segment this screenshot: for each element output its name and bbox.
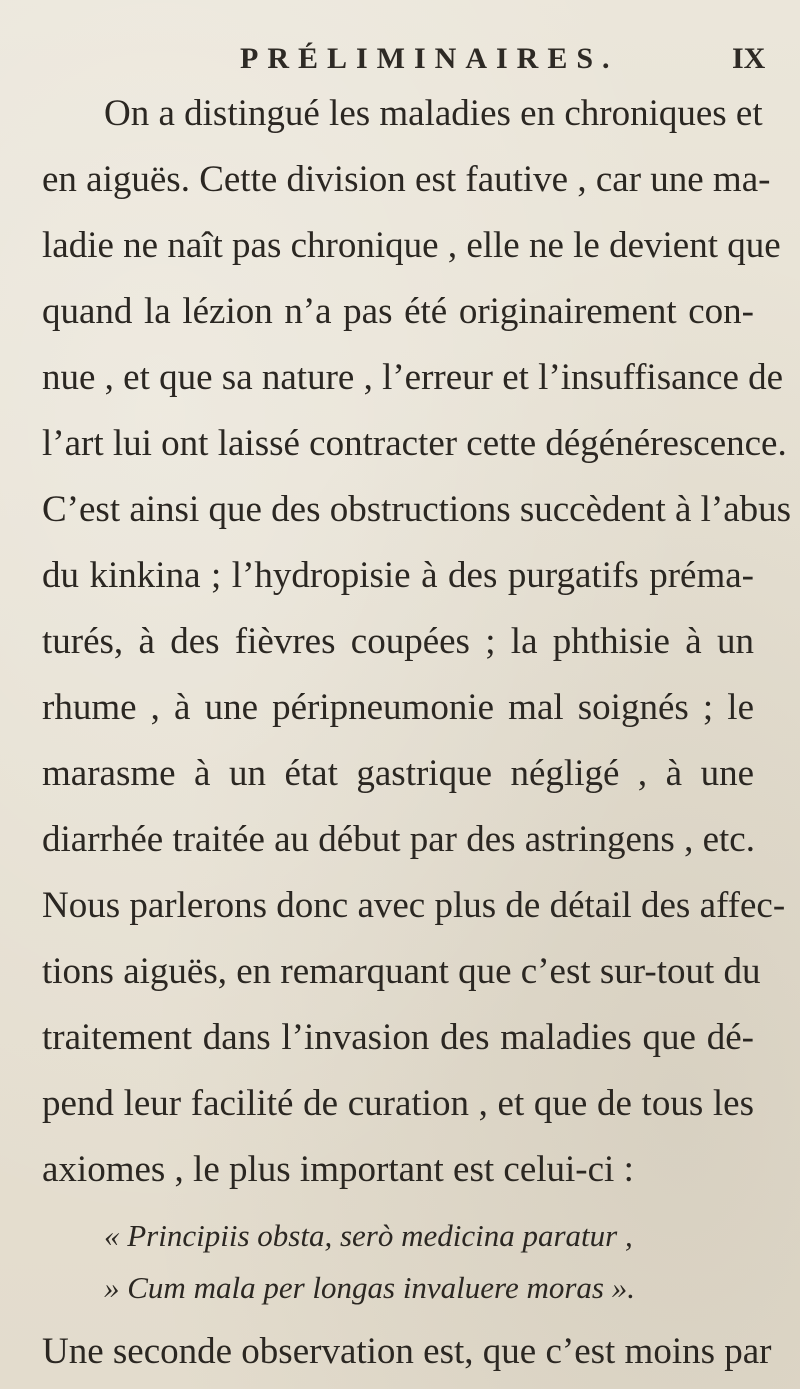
text-line: traitement dans l’invasion des maladies que dé- [42,1017,754,1058]
text-line: en aiguës. Cette division est fautive , car une ma- [42,159,771,200]
text-line: diarrhée traitée au début par des astringens , etc. [42,819,755,860]
quote-text: » Cum mala per longas invaluere moras ». [104,1270,635,1305]
quote-line [104,1270,635,1306]
text-line: Une seconde observation est, que c’est moins par [42,1331,772,1372]
text-line: pend leur facilité de curation , et que de tous les [42,1083,754,1124]
quote-text: « Principiis obsta, serò medicina paratur , [104,1218,633,1253]
text-line: du kinkina ; l’hydropisie à des purgatifs préma- [42,555,754,596]
text-line: On a distingué les maladies en chroniques et [104,93,763,134]
text-line: nue , et que sa nature , l’erreur et l’insuffisance de [42,357,784,398]
text-line: ladie ne naît pas chronique , elle ne le devient que [42,225,781,266]
text-line: rhume , à une péripneumonie mal soignés ; le [42,687,754,728]
text-line: quand la lézion n’a pas été originairement con- [42,291,754,332]
text-line: l’art lui ont laissé contracter cette dégénérescence. [42,423,787,464]
text-line: Nous parlerons donc avec plus de détail des affec- [42,885,786,926]
text-line: turés, à des fièvres coupées ; la phthisie à un [42,621,754,662]
page-number: IX [732,42,766,75]
quote-line [104,1218,633,1254]
text-line: C’est ainsi que des obstructions succèdent à l’abus [42,489,792,530]
running-title: PRÉLIMINAIRES. [240,42,619,75]
text-line: tions aiguës, en remarquant que c’est sur-tout du [42,951,761,992]
text-line: marasme à un état gastrique négligé , à une [42,753,754,794]
text-line: axiomes , le plus important est celui-ci : [42,1149,634,1190]
